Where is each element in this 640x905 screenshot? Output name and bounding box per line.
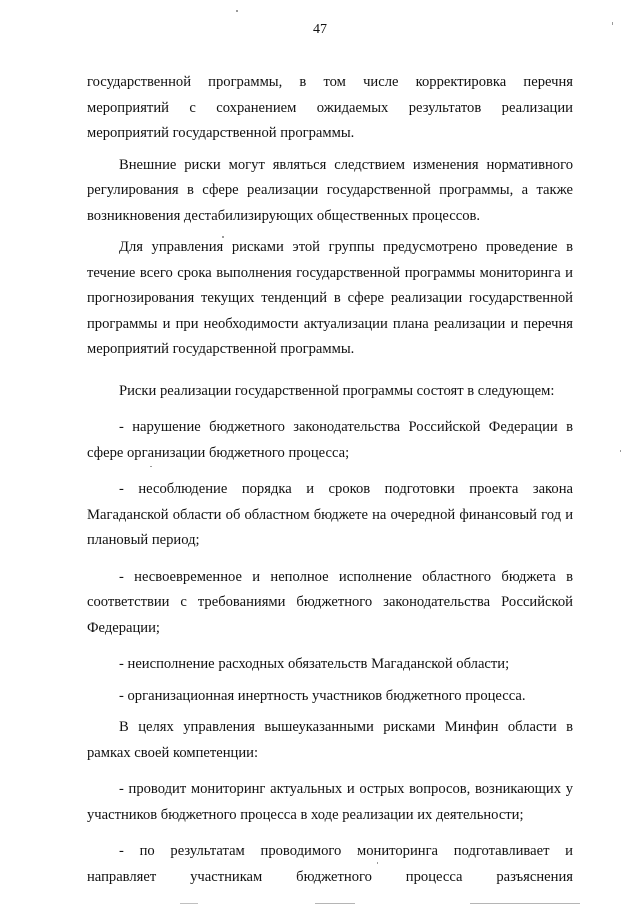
list-item-risk-2: - несоблюдение порядка и сроков подготовки проекта закона Магаданской области об областном бюджете на очередной финансовый год и плановый период; <box>87 481 573 548</box>
paragraph-continuation: государственной программы, в том числе корректировка перечня мероприятий с сохранением ожидаемых результатов реализации мероприятий государственной программы. <box>87 74 573 141</box>
paragraph-minfin-measures: В целях управления вышеуказанными рисками Минфин области в рамках своей компетенции: <box>87 719 573 761</box>
scan-speck <box>236 10 238 12</box>
list-item-risk-1: - нарушение бюджетного законодательства Российской Федерации в сфере организации бюджетного процесса; <box>87 419 573 461</box>
paragraph-risk-management: Для управления рисками этой группы предусмотрено проведение в течение всего срока выполнения государственной программы мониторинга и прогнозирования текущих тенденций в сфере реализации государственной программы и при необходимости актуализации плана реализации и перечня мероприятий государственной программы. <box>87 239 573 357</box>
paragraph-external-risks: Внешние риски могут являться следствием изменения нормативного регулирования в сфере реализации государственной программы, а также возникновения дестабилизирующих общественных процессов. <box>87 156 573 224</box>
scan-speck <box>620 450 621 452</box>
scan-line <box>180 903 198 904</box>
scan-speck <box>612 22 613 25</box>
scan-line <box>315 903 355 904</box>
scan-speck <box>377 862 378 864</box>
scan-line <box>470 903 580 904</box>
scan-speck <box>222 236 224 238</box>
list-item-risk-5: - организационная инертность участников бюджетного процесса. <box>119 687 526 704</box>
list-item-measure-2: - по результатам проводимого мониторинга подготавливает и направляет участникам бюджетного процесса разъяснения <box>87 843 573 885</box>
page-number: 47 <box>313 22 327 37</box>
list-item-measure-1: - проводит мониторинг актуальных и острых вопросов, возникающих у участников бюджетного процесса в ходе реализации их деятельности; <box>87 781 573 823</box>
list-item-risk-3: - несвоевременное и неполное исполнение областного бюджета в соответствии с требованиями бюджетного законодательства Российской Федерации; <box>87 568 573 636</box>
document-body <box>87 70 573 890</box>
paragraph-risks-intro: Риски реализации государственной программы состоят в следующем: <box>119 382 555 399</box>
scan-speck <box>150 466 152 467</box>
list-item-risk-4: - неисполнение расходных обязательств Магаданской области; <box>119 656 510 672</box>
